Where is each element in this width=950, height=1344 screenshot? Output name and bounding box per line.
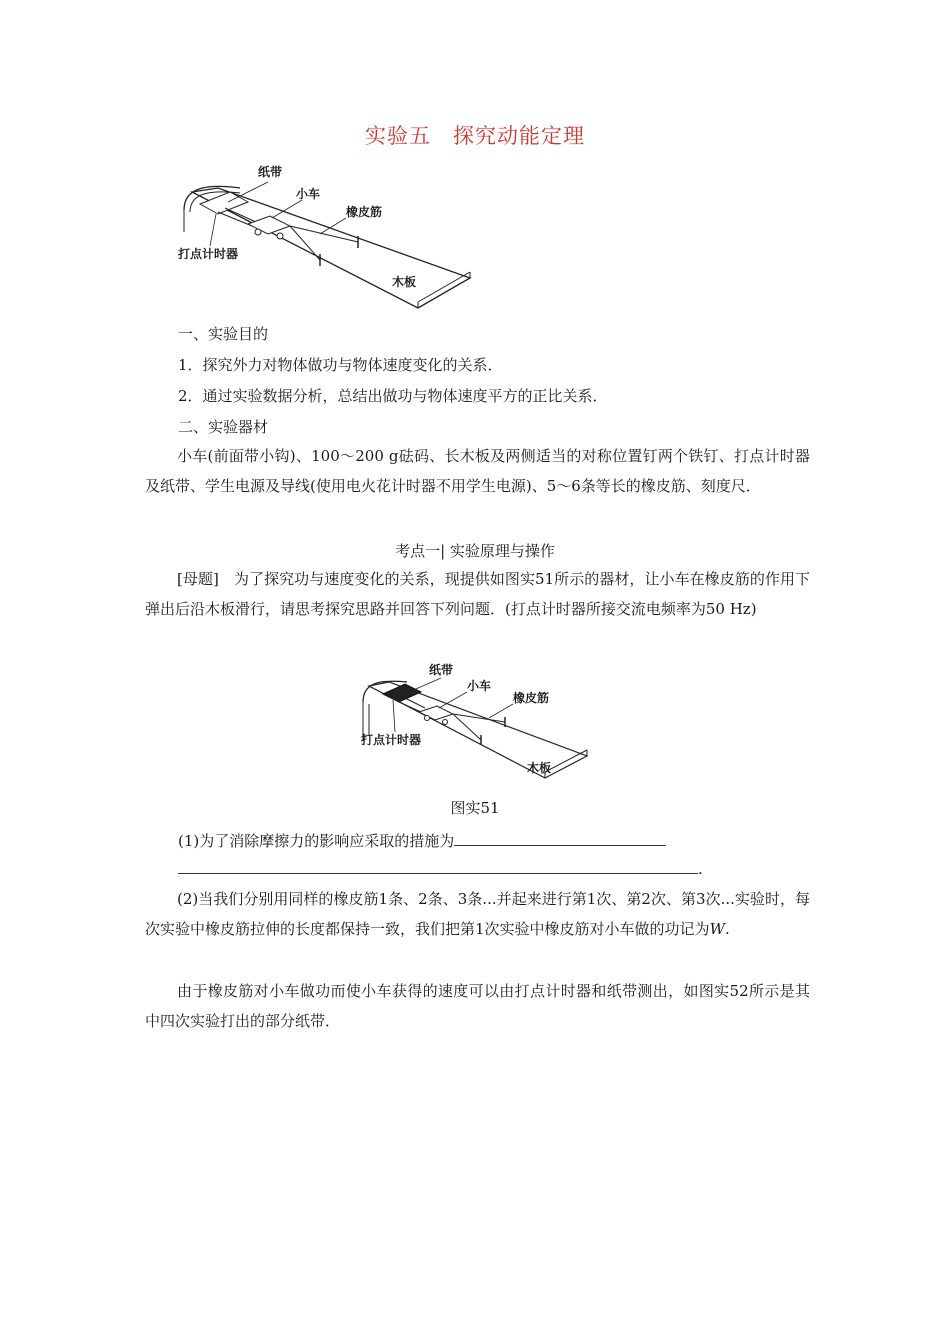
- label-cart: 小车: [467, 679, 492, 693]
- label-tape: 纸带: [429, 663, 454, 677]
- label-board: 木板: [392, 275, 417, 289]
- label-timer: 打点计时器: [178, 247, 239, 261]
- question-1-line-2: [178, 857, 703, 879]
- label-tape: 纸带: [258, 165, 283, 179]
- question-1: [178, 829, 666, 851]
- answer-blank-1[interactable]: [454, 829, 666, 846]
- label-rubber-band: 橡皮筋: [346, 205, 383, 219]
- question-2: [145, 884, 810, 944]
- label-board: 木板: [527, 761, 552, 775]
- label-cart: 小车: [296, 187, 321, 201]
- section1-item-1: 1．探究外力对物体做功与物体速度变化的关系．: [178, 356, 503, 374]
- question-2-end: .: [724, 920, 730, 938]
- section2-body: 小车(前面带小钩)、100～200 g砝码、长木板及两侧适当的对称位置钉两个铁钉、打点计时器及纸带、学生电源及导线(使用电火花计时器不用学生电源)、5～6条等长的橡皮筋、刻度尺．: [145, 447, 810, 495]
- apparatus-figure-1: [170, 162, 480, 312]
- apparatus-figure-2: [355, 660, 595, 780]
- kaodian-heading: 考点一| 实验原理与操作: [395, 542, 555, 560]
- question-1-text: (1)为了消除摩擦力的影响应采取的措施为: [178, 832, 455, 850]
- paragraph-3: 由于橡皮筋对小车做功而使小车获得的速度可以由打点计时器和纸带测出，如图实52所示是其中四次实验打出的部分纸带．: [145, 982, 810, 1030]
- section1-item-2: 2．通过实验数据分析，总结出做功与物体速度平方的正比关系．: [178, 387, 608, 405]
- page-title: 实验五 探究动能定理: [365, 124, 585, 148]
- question-2-text: (2)当我们分别用同样的橡皮筋1条、2条、3条...并起来进行第1次、第2次、第3次...实验时，每次实验中橡皮筋拉伸的长度都保持一致，我们把第1次实验中橡皮筋对小车做的功记为: [145, 890, 810, 938]
- label-timer: 打点计时器: [361, 733, 422, 747]
- problem-intro: [母题] 为了探究功与速度变化的关系，现提供如图实51所示的器材，让小车在橡皮筋的作用下弹出后沿木板滑行，请思考探究思路并回答下列问题．(打点计时器所接交流电频率为50 Hz): [145, 570, 810, 618]
- question-1-end: .: [698, 860, 703, 878]
- apparatus-drawing-1: [170, 162, 480, 312]
- answer-blank-2[interactable]: [178, 857, 698, 874]
- work-variable: W: [709, 920, 725, 938]
- section2-heading: 二、实验器材: [178, 418, 269, 436]
- apparatus-drawing-2: [355, 660, 595, 780]
- label-rubber-band: 橡皮筋: [513, 691, 550, 705]
- figure-caption: 图实51: [450, 799, 500, 817]
- section1-heading: 一、实验目的: [178, 325, 269, 343]
